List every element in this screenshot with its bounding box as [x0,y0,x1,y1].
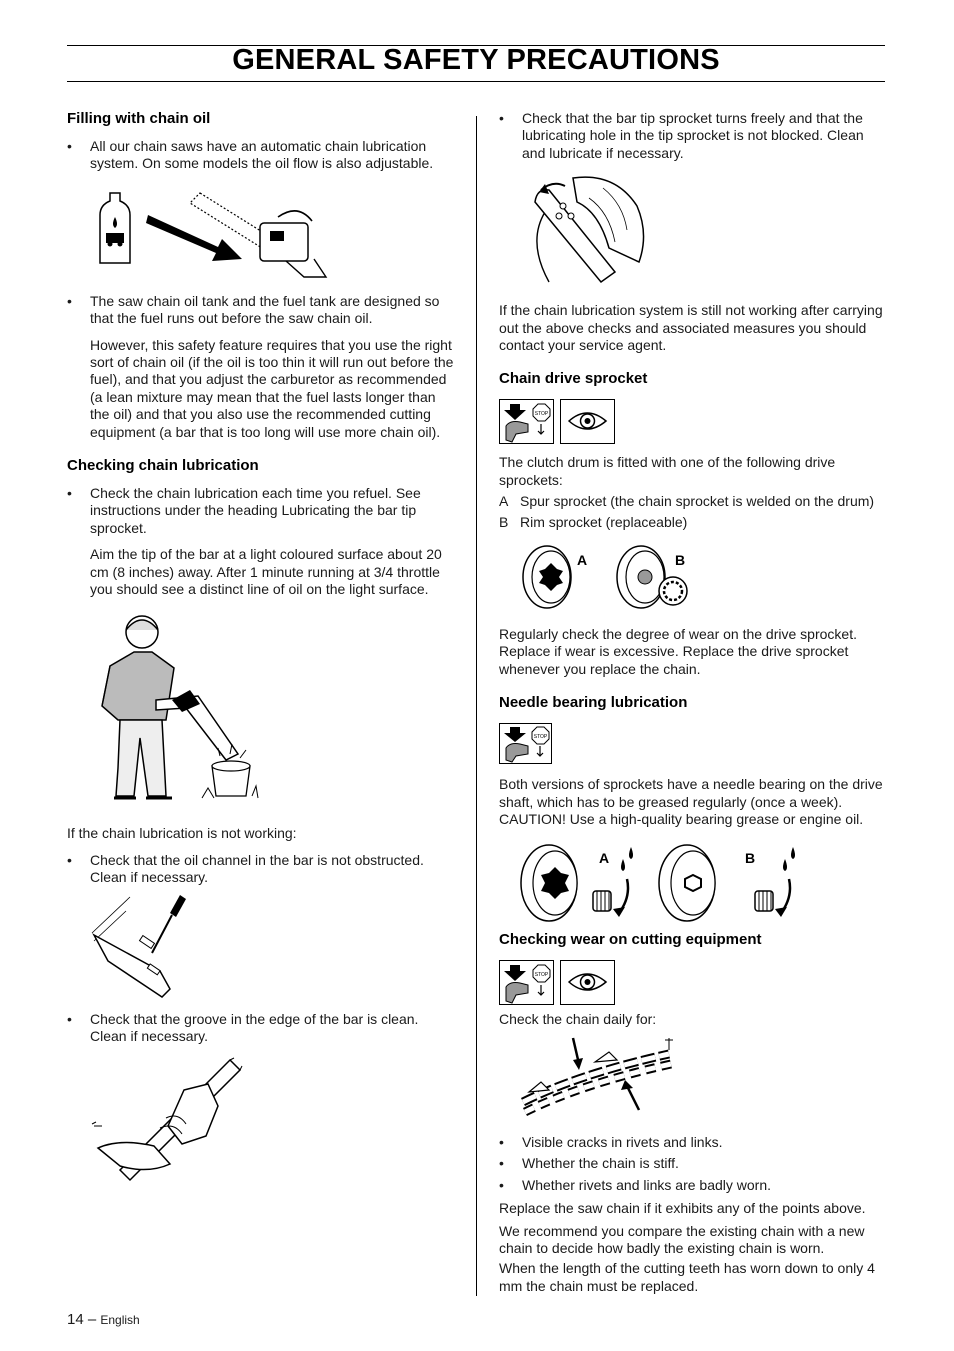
sprocket-a-label: A [577,552,588,569]
sprocket-item-b-letter: B [499,513,509,530]
sprocket-b-label: B [675,552,686,569]
stop-sign-text: STOP [534,411,549,418]
needle-b-label: B [745,849,756,866]
stop-inspect-icons-2 [499,960,887,1005]
checking-bullet-1-continued: Aim the tip of the bar at a light coloured surface about 20 cm (8 inches) away. After 1 minute running at 3/4 throttle you should see a distinct line of oil on the light surface. [90,546,442,598]
stop-inspect-icons [499,399,887,444]
sprocket-item-a [499,493,887,510]
wear-bullet-2: • Whether the chain is stiff. [499,1155,887,1172]
page-footer [67,1311,140,1328]
stop-engine-icon-3 [499,960,554,1005]
check-chain-intro: Check the chain daily for: [499,1010,657,1027]
wear-bullet-1: • Visible cracks in rivets and links. [499,1134,887,1151]
needle-bearing-grease-illustration [519,835,809,925]
stop-sign-text-3: STOP [534,971,549,978]
stop-engine-icon-2 [499,723,552,764]
page-number: 14 – [67,1311,97,1328]
checking-bullet-1: • Check the chain lubrication each time you refuel. See instructions under the heading Lubricating the bar tip sprocket. [67,485,455,537]
wear-bullet-3: • Whether rivets and links are badly worn. [499,1177,887,1194]
eye-inspect-icon [560,399,615,444]
header-rule-bottom [67,81,885,82]
heading-chain-drive-sprocket: Chain drive sprocket [499,370,648,388]
footer-language: English [100,1313,140,1327]
needle-bearing-text: Both versions of sprockets have a needle bearing on the drive shaft, which has to be greased regularly (once a week). CAUTION! Use a high-quality bearing grease or engine oil. [499,776,883,828]
service-agent-text: If the chain lubrication system is still not working after carrying out the above checks and associated measures you should contact your service agent. [499,302,883,354]
oil-channel-cleaning-illustration [90,893,190,1001]
drive-sprocket-types-illustration [519,541,719,616]
cutting-teeth-length-text: When the length of the cutting teeth has worn down to only 4 mm the chain must be replaced. [499,1260,875,1294]
sprocket-item-b-text: Rim sprocket (replaceable) [520,513,688,530]
column-divider [476,116,477,1296]
bar-groove-cleaning-illustration [90,1056,250,1184]
heading-checking-wear-cutting-equipment: Checking wear on cutting equipment [499,930,762,948]
replace-chain-text: Replace the saw chain if it exhibits any of the points above. [499,1200,866,1217]
filling-bullet-2-continued: However, this safety feature requires that you use the right sort of chain oil (if the oil is too thin it will run out before the fuel), and that you adjust the carburetor as recommended (a lean mixture may mean that the fuel lasts longer than the oil) and that you also use the recommended cutting equipment (a bar that is too long will use more chain oil). [90,336,454,440]
tip-sprocket-bullet: • Check that the bar tip sprocket turns freely and that the lubricating hole in the tip sprocket is not blocked. Clean and lubricate if necessary. [499,110,887,162]
sprocket-item-b [499,514,887,531]
needle-a-label: A [599,849,610,866]
drive-sprocket-intro: The clutch drum is fitted with one of the following drive sprockets: [499,454,836,488]
filling-bullet-1: • All our chain saws have an automatic chain lubrication system. On some models the oil flow is also adjustable. [67,138,455,173]
sprocket-item-a-letter: A [499,493,509,510]
sprocket-wear-text: Regularly check the degree of wear on the drive sprocket. Replace if wear is excessive. Replace the drive sprocket whenever you replace the chain. [499,626,857,677]
right-column [499,110,887,1295]
operator-testing-lubrication-illustration [90,608,260,813]
lubrication-not-working-text: If the chain lubrication is not working: [67,824,297,841]
checking-bullet-2: • Check that the oil channel in the bar is not obstructed. Clean if necessary. [67,852,455,887]
heading-needle-bearing-lubrication: Needle bearing lubrication [499,694,688,712]
heading-checking-chain-lubrication: Checking chain lubrication [67,457,259,475]
stop-engine-icon [499,399,554,444]
page-title: GENERAL SAFETY PRECAUTIONS [232,44,720,76]
heading-filling-chain-oil: Filling with chain oil [67,110,211,127]
filling-bullet-2: • The saw chain oil tank and the fuel tank are designed so that the fuel runs out before the saw chain oil. [67,293,455,328]
compare-chain-text: We recommend you compare the existing chain with a new chain to decide how badly the existing chain is worn. [499,1222,865,1256]
stop-icon-row [499,723,887,766]
sprocket-item-a-text: Spur sprocket (the chain sprocket is welded on the drum) [520,493,875,510]
left-column [67,110,455,1184]
checking-bullet-3: • Check that the groove in the edge of the bar is clean. Clean if necessary. [67,1011,455,1046]
eye-inspect-icon-2 [560,960,615,1005]
bar-tip-sprocket-illustration [519,172,649,292]
oil-bottle-and-chainsaw-illustration [90,181,340,281]
chain-wear-illustration [519,1034,679,1126]
stop-sign-text-2: STOP [533,734,548,741]
